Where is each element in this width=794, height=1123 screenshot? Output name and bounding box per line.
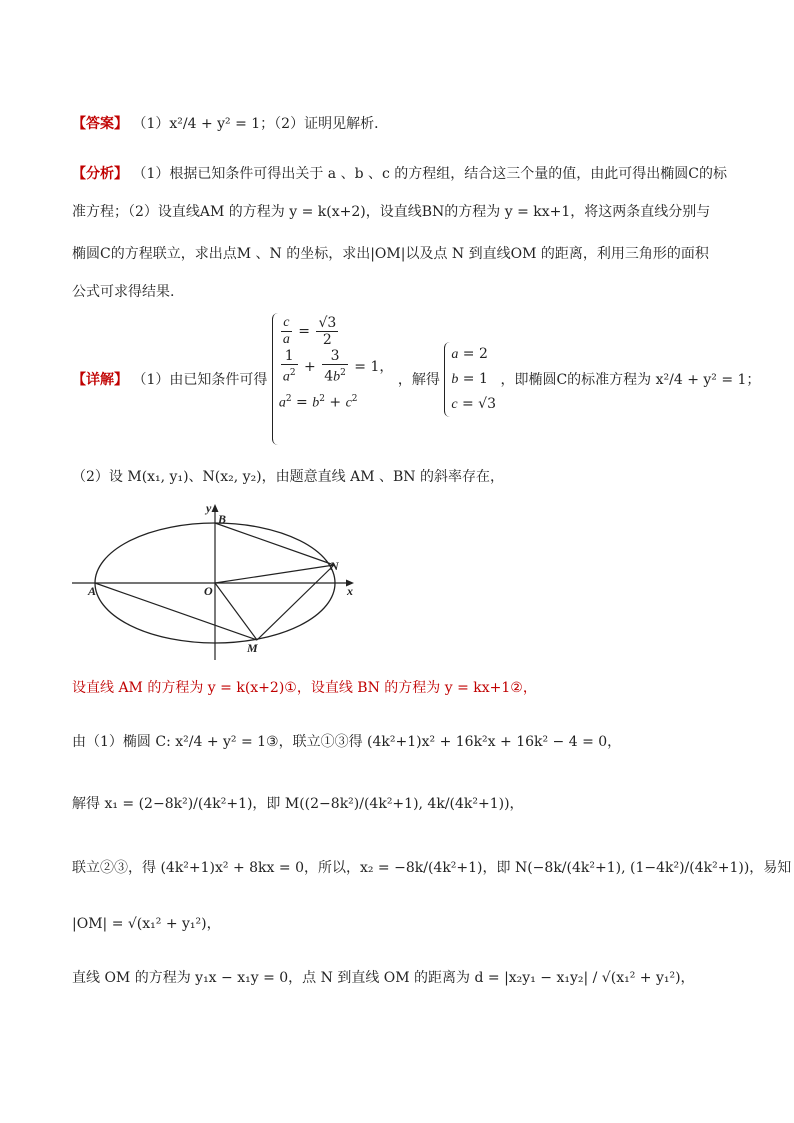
segment-NM — [257, 565, 334, 640]
analysis-text-3: 椭圆C的方程联立，求出点M 、N 的坐标，求出|OM|以及点 N 到直线OM 的距离，利用三角形的面积 — [72, 246, 709, 262]
solution-system: a = 2 b = 1 c = √3 — [444, 342, 496, 417]
line-5: |OM| = √(x₁² + y₁²)， — [72, 916, 221, 932]
detail-tag: 【详解】 — [72, 372, 128, 388]
analysis-tag: 【分析】 — [72, 166, 128, 182]
segment-AM — [95, 583, 257, 640]
y-axis-arrow — [212, 504, 219, 512]
segment-ON — [215, 565, 334, 583]
part2-intro: （2）设 M(x₁, y₁)、N(x₂, y₂)，由题意直线 AM 、BN 的斜率存在， — [72, 469, 504, 485]
analysis-line-1 — [72, 164, 727, 184]
segment-BN — [215, 523, 334, 565]
line-1: 设直线 AM 的方程为 y = k(x+2)①，设直线 BN 的方程为 y = kx+1②， — [72, 680, 537, 696]
analysis-line-4 — [72, 282, 174, 302]
analysis-text-4: 公式可求得结果. — [72, 284, 175, 300]
answer-line — [72, 114, 388, 134]
label-O: O — [204, 584, 213, 598]
label-A: A — [88, 584, 97, 598]
label-x: x — [347, 584, 353, 598]
segment-OM — [215, 583, 257, 640]
detail-line — [72, 313, 760, 445]
analysis-line-2 — [72, 202, 710, 222]
analysis-text-2: 准方程；（2）设直线AM 的方程为 y = k(x+2)，设直线BN的方程为 y = kx+1，将这两条直线分别与 — [72, 204, 711, 220]
ellipse-figure — [68, 500, 368, 665]
line-3: 解得 x₁ = (2−8k²)/(4k²+1)，即 M((2−8k²)/(4k²+1), 4k/(4k²+1))， — [72, 796, 524, 812]
analysis-text-1: （1）根据已知条件可得出关于 a 、b 、c 的方程组，结合这三个量的值，由此可得出椭圆C的标 — [132, 166, 728, 182]
line-6: 直线 OM 的方程为 y₁x − x₁y = 0，点 N 到直线 OM 的距离为 d = |x₂y₁ − x₁y₂| / √(x₁² + y₁²)， — [72, 970, 695, 986]
line-4: 联立②③，得 (4k²+1)x² + 8kx = 0，所以，x₂ = −8k/(4k²+1)，即 N(−8k/(4k²+1), (1−4k²)/(4k²+1))，易知 — [72, 860, 792, 876]
label-M: M — [247, 641, 258, 655]
label-B: B — [218, 512, 227, 526]
answer-text: （1）x²/4 + y² = 1；（2）证明见解析． — [132, 116, 389, 132]
label-N: N — [330, 559, 339, 573]
equation-system: $\frac{c}{a}$ = $\frac{√3}{2}$ $\frac{1}{a^2}$ + $\frac{3}{4b^2}$ = 1， $a^2 = b^2 + c^2$ — [272, 313, 394, 445]
detail-mid: ，解得 — [397, 372, 440, 388]
label-y: y — [206, 501, 212, 515]
line-2: 由（1）椭圆 C: x²/4 + y² = 1③，联立①③得 (4k²+1)x² + 16k²x + 16k² − 4 = 0， — [72, 734, 622, 750]
answer-tag: 【答案】 — [72, 116, 128, 132]
detail-end: ，即椭圆C的标准方程为 x²/4 + y² = 1； — [500, 372, 761, 388]
analysis-line-3 — [72, 244, 709, 264]
detail-intro: （1）由已知条件可得 — [132, 372, 268, 388]
